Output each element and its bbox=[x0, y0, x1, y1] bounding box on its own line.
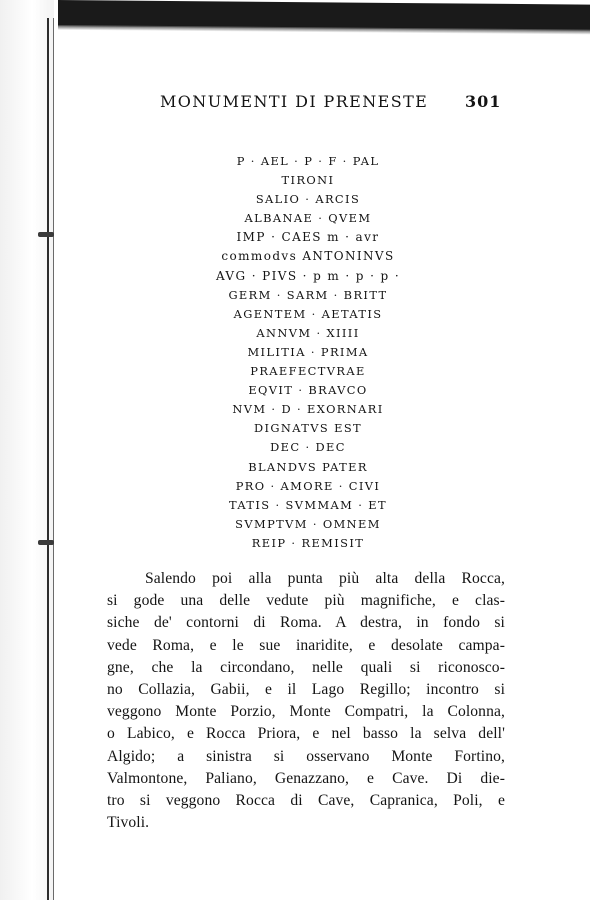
inscription-line: DIGNATVS EST bbox=[253, 421, 363, 436]
inscription-line: P · AEL · P · F · PAL bbox=[236, 154, 380, 168]
page-number: 301 bbox=[465, 92, 502, 111]
paragraph-line: siche de' contorni di Roma. A destra, in fondo si bbox=[107, 614, 505, 632]
inscription-line: AGENTEM · AETATIS bbox=[233, 306, 383, 321]
paragraph-line: si gode una delle vedute più magnifiche, e clas- bbox=[107, 592, 505, 610]
page-gutter bbox=[0, 0, 54, 900]
binding-thread bbox=[38, 232, 54, 237]
inscription-line: REIP · REMISIT bbox=[251, 535, 365, 550]
body-paragraph bbox=[107, 568, 505, 834]
inscription-line: NVM · D · EXORNARI bbox=[232, 402, 384, 417]
inscription-line: ANNVM · XIIII bbox=[256, 325, 360, 340]
paragraph-line: Salendo poi alla punta più alta della Rocca, bbox=[145, 570, 505, 587]
binding-thread bbox=[38, 540, 54, 545]
paragraph-line: Tivoli. bbox=[107, 814, 150, 832]
inscription-line: SALIO · ARCIS bbox=[255, 192, 361, 207]
paragraph-line: Algido; a sinistra si osservano Monte Fortino, bbox=[107, 747, 505, 765]
inscription-line: PRAEFECTVRAE bbox=[250, 364, 366, 379]
inscription-line: AVG · PIVS · p m · p · p · bbox=[215, 268, 401, 283]
paragraph-line: veggono Monte Porzio, Monte Compatri, la Colonna, bbox=[107, 703, 505, 721]
inscription-line: DEC · DEC bbox=[270, 440, 346, 455]
paragraph-line: vede Roma, e le sue inaridite, e desolate campa- bbox=[107, 636, 505, 654]
binding-shadow bbox=[58, 0, 590, 31]
facing-page-edge bbox=[546, 90, 590, 200]
inscription-line: PRO · AMORE · CIVI bbox=[235, 478, 381, 493]
running-title: MONUMENTI DI PRENESTE bbox=[160, 92, 429, 111]
inscription-line: IMP · CAES m · avr bbox=[236, 230, 380, 245]
inscription-line: GERM · SARM · BRITT bbox=[228, 287, 388, 302]
inscription-line: BLANDVS PATER bbox=[248, 459, 368, 474]
paragraph-line: Valmontone, Paliano, Genazzano, e Cave. Di die- bbox=[107, 769, 505, 787]
inscription-line: EQVIT · BRAVCO bbox=[248, 383, 368, 398]
inscription-line: commodvs ANTONINVS bbox=[221, 249, 395, 264]
paragraph-line: no Collazia, Gabii, e il Lago Regillo; incontro si bbox=[107, 681, 505, 699]
inscription-line: SVMPTVM · OMNEM bbox=[235, 516, 381, 531]
latin-inscription bbox=[150, 152, 466, 553]
binding-edge-inner bbox=[53, 18, 54, 900]
paragraph-line: o Labico, e Rocca Priora, e nel basso la selva dell' bbox=[107, 725, 505, 743]
running-head bbox=[160, 92, 520, 116]
inscription-line: MILITIA · PRIMA bbox=[247, 344, 369, 359]
inscription-line: TIRONI bbox=[281, 173, 335, 188]
binding-edge bbox=[47, 18, 49, 900]
paragraph-line: tro si veggono Rocca di Cave, Capranica, Poli, e bbox=[107, 792, 505, 810]
paragraph-line: gne, che la circondano, nelle quali si riconosco- bbox=[107, 658, 505, 676]
inscription-line: TATIS · SVMMAM · ET bbox=[229, 497, 387, 512]
inscription-line: ALBANAE · QVEM bbox=[244, 211, 372, 226]
